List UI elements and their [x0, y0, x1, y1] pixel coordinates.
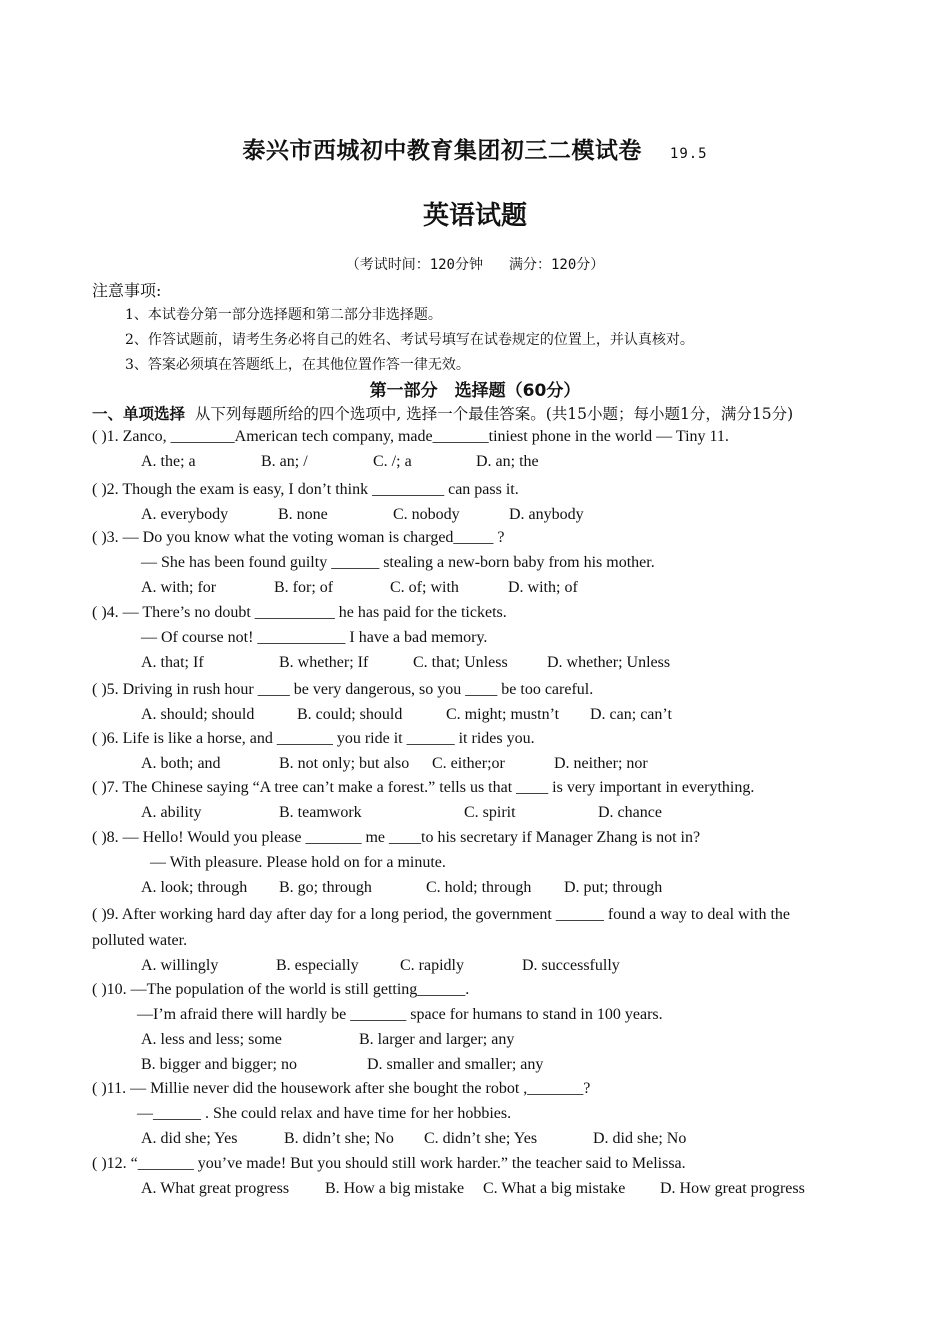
option-c: C. might; mustn’t	[446, 706, 560, 723]
option-c: C. didn’t she; Yes	[424, 1130, 538, 1147]
question-10-line2: —I’m afraid there will hardly be _______ space for humans to stand in 100 years.	[137, 1006, 663, 1023]
question-10-stem: ( )10. —The population of the world is still getting______.	[92, 981, 470, 998]
option-c: C. that; Unless	[413, 654, 508, 671]
question-9-line2: polluted water.	[92, 932, 188, 949]
question-2-stem: ( )2. Though the exam is easy, I don’t think _________ can pass it.	[92, 481, 519, 498]
option-a: A. the; a	[141, 453, 196, 470]
section-label: 一、单项选择	[92, 405, 186, 423]
question-10-options-row2	[141, 1056, 543, 1074]
option-d: D. whether; Unless	[547, 654, 671, 671]
question-8-line2: — With pleasure. Please hold on for a minute.	[150, 854, 446, 871]
option-d: D. an; the	[476, 453, 539, 470]
notice-item-3: 3、答案必须填在答题纸上，在其他位置作答一律无效。	[125, 357, 470, 373]
question-11-options	[141, 1130, 686, 1148]
question-3-line2: — She has been found guilty ______ stealing a new-born baby from his mother.	[141, 554, 655, 571]
option-d: D. anybody	[509, 506, 584, 523]
question-3-stem: ( )3. — Do you know what the voting woman is charged_____ ?	[92, 529, 505, 546]
option-c: C. /; a	[373, 453, 412, 470]
option-c: C. either;or	[432, 755, 505, 772]
subject-title: 英语试题	[422, 201, 527, 231]
option-c: C. What a big mistake	[483, 1180, 626, 1197]
notice-item-1: 1、本试卷分第一部分选择题和第二部分非选择题。	[125, 307, 442, 323]
option-d: D. chance	[598, 804, 662, 821]
question-10-options-row1	[141, 1031, 514, 1049]
option-b: B. didn’t she; No	[284, 1130, 394, 1147]
question-8-stem: ( )8. — Hello! Would you please _______ me ____to his secretary if Manager Zhang is not in?	[92, 829, 701, 846]
notice-item-2: 2、作答试题前，请考生务必将自己的姓名、考试号填写在试卷规定的位置上，并认真核对。	[125, 332, 694, 348]
question-5-stem: ( )5. Driving in rush hour ____ be very dangerous, so you ____ be too careful.	[92, 681, 594, 698]
option-b: B. an; /	[261, 453, 308, 470]
option-d: D. did she; No	[593, 1130, 687, 1147]
option-b: B. especially	[276, 957, 359, 974]
part-one-title: 第一部分 选择题（60分）	[369, 381, 581, 401]
question-3-options	[141, 579, 578, 597]
option-a: A. less and less; some	[141, 1031, 282, 1048]
option-b-alt: B. bigger and bigger; no	[141, 1056, 297, 1073]
question-12-stem: ( )12. “_______ you’ve made! But you should still work harder.” the teacher said to Melissa.	[92, 1155, 686, 1172]
section-instruction: 从下列每题所给的四个选项中, 选择一个最佳答案。(共15小题；每小题1分，满分15分)	[194, 405, 794, 423]
option-d: D. with; of	[508, 579, 578, 596]
option-b: B. teamwork	[279, 804, 362, 821]
option-c: C. rapidly	[400, 957, 464, 974]
option-a: A. willingly	[141, 957, 219, 974]
option-a: A. look; through	[141, 879, 248, 896]
question-4-options	[141, 654, 670, 672]
question-11-stem: ( )11. — Millie never did the housework after she bought the robot ,_______?	[92, 1080, 591, 1097]
exam-date: 19.5	[669, 146, 708, 162]
option-c: C. of; with	[390, 579, 459, 596]
option-c: C. hold; through	[426, 879, 532, 896]
question-11-line2: —______ . She could relax and have time for her hobbies.	[137, 1105, 512, 1122]
question-6-stem: ( )6. Life is like a horse, and _______ you ride it ______ it rides you.	[92, 730, 535, 747]
option-c: C. nobody	[393, 506, 460, 523]
question-9-options	[141, 957, 620, 975]
question-8-options	[141, 879, 662, 897]
option-b: B. larger and larger; any	[359, 1031, 515, 1048]
option-a: A. did she; Yes	[141, 1130, 238, 1147]
option-a: A. both; and	[141, 755, 221, 772]
notice-heading: 注意事项:	[92, 281, 162, 300]
question-7-options	[141, 804, 662, 822]
question-2-options	[141, 506, 584, 524]
option-b: B. none	[278, 506, 328, 523]
option-a: A. should; should	[141, 706, 255, 723]
question-5-options	[141, 706, 672, 724]
option-b: B. go; through	[279, 879, 372, 896]
question-9-stem: ( )9. After working hard day after day for a long period, the government ______ found a way to deal with the	[92, 906, 791, 923]
option-d: D. smaller and smaller; any	[367, 1056, 544, 1073]
option-a: A. ability	[141, 804, 202, 821]
exam-info	[0, 254, 950, 274]
option-c: C. spirit	[464, 804, 516, 821]
option-d: D. put; through	[564, 879, 663, 896]
option-d: D. can; can’t	[590, 706, 672, 723]
option-b: B. not only; but also	[279, 755, 410, 772]
exam-title-text: 泰兴市西城初中教育集团初三二模试卷	[242, 138, 642, 164]
question-12-options	[141, 1180, 805, 1198]
option-b: B. for; of	[274, 579, 334, 596]
section-heading	[92, 402, 793, 424]
option-b: B. whether; If	[279, 654, 369, 671]
question-1-options	[141, 453, 539, 471]
exam-time: （考试时间：120分钟	[345, 257, 483, 273]
exam-title	[0, 132, 950, 165]
option-b: B. How a big mistake	[325, 1180, 465, 1197]
option-a: A. What great progress	[141, 1180, 290, 1197]
option-d: D. neither; nor	[554, 755, 648, 772]
question-6-options	[141, 755, 648, 773]
option-a: A. that; If	[141, 654, 204, 671]
question-7-stem: ( )7. The Chinese saying “A tree can’t make a forest.” tells us that ____ is very important in everything.	[92, 779, 755, 796]
question-4-stem: ( )4. — There’s no doubt __________ he has paid for the tickets.	[92, 604, 507, 621]
full-score: 满分：120分）	[509, 257, 605, 273]
option-a: A. with; for	[141, 579, 217, 596]
option-d: D. successfully	[522, 957, 620, 974]
option-b: B. could; should	[297, 706, 403, 723]
question-1-stem: ( )1. Zanco, ________American tech company, made_______tiniest phone in the world — Tiny 11.	[92, 428, 729, 445]
option-a: A. everybody	[141, 506, 229, 523]
option-d: D. How great progress	[660, 1180, 805, 1197]
question-4-line2: — Of course not! ___________ I have a bad memory.	[141, 629, 488, 646]
